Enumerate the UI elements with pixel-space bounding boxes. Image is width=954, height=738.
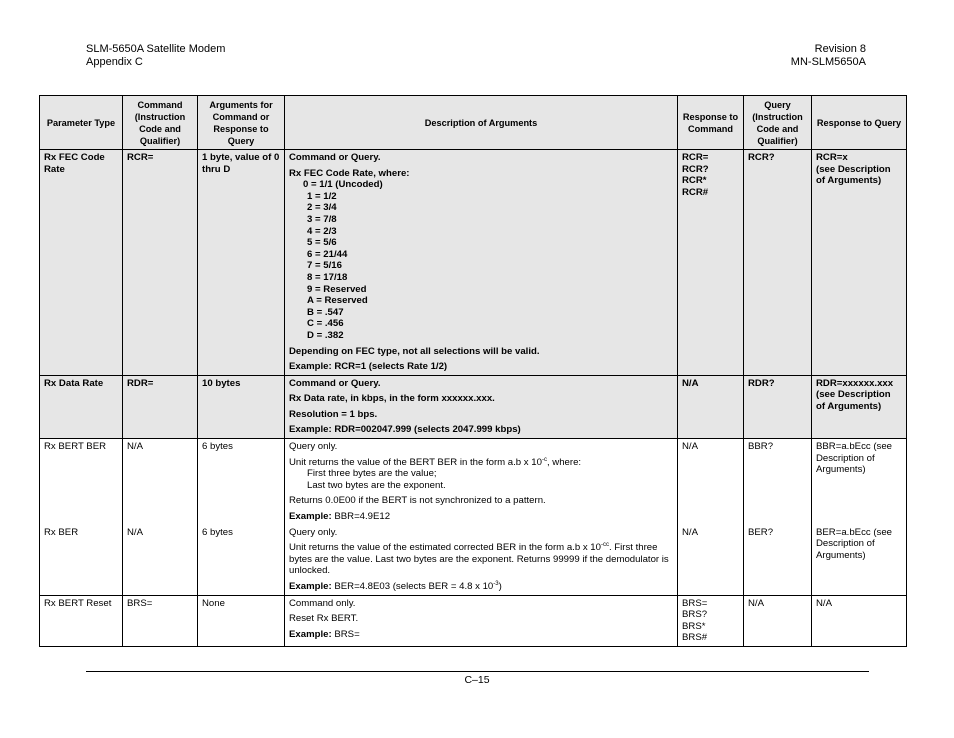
response-item: RCR= xyxy=(682,152,709,163)
query-cell: RCR? xyxy=(744,150,812,376)
desc-line: Reset Rx BERT. xyxy=(289,613,359,625)
option-item: B = .547 xyxy=(307,306,344,318)
response-query-cell: BER=a.bEcc (see Description of Arguments) xyxy=(812,525,907,595)
desc-line: Returns 0.0E00 if the BERT is not synchronized to a pattern. xyxy=(289,495,546,507)
response-query-line: RCR=x xyxy=(816,152,848,163)
desc-line: Command or Query. xyxy=(289,377,381,389)
command-cell: RCR= xyxy=(123,150,198,376)
option-item: 1 = 1/2 xyxy=(307,190,337,202)
desc-line: Command or Query. xyxy=(289,152,381,163)
desc-line: Query only. xyxy=(289,441,338,453)
command-cell: N/A xyxy=(123,525,198,595)
example-value: BER=4.8E03 (selects BER = 4.8 x 10 xyxy=(331,581,494,592)
product-name: SLM-5650A Satellite Modem xyxy=(86,43,226,55)
response-query-cell xyxy=(812,150,907,376)
desc-text: , where: xyxy=(546,456,582,468)
description-cell xyxy=(285,595,678,646)
table-header-row xyxy=(40,96,907,150)
table-row-brs xyxy=(40,595,907,646)
desc-line: Example: RCR=1 (selects Rate 1/2) xyxy=(289,361,448,373)
param-cell: Rx BERT BER xyxy=(40,439,123,525)
page-header-right xyxy=(791,43,866,69)
command-cell: RDR= xyxy=(123,375,198,438)
example-value: ) xyxy=(498,581,502,592)
footer-divider xyxy=(86,671,869,672)
command-table xyxy=(39,95,907,647)
response-item: RCR* xyxy=(682,175,707,187)
example-line xyxy=(289,511,673,523)
table-row-rcr xyxy=(40,150,907,376)
response-command-cell: N/A xyxy=(678,525,744,595)
desc-line: Rx FEC Code Rate, where: xyxy=(289,167,410,179)
col-header-parameter: Parameter Type xyxy=(40,96,123,150)
args-cell: None xyxy=(198,595,285,646)
exponent-superscript: -c xyxy=(541,456,547,463)
desc-line: First three bytes are the value; xyxy=(307,468,437,480)
col-header-description: Description of Arguments xyxy=(285,96,678,150)
page-header-left xyxy=(86,43,225,69)
response-item: BRS# xyxy=(682,632,708,644)
document-number: MN-SLM5650A xyxy=(790,56,866,68)
example-line xyxy=(289,581,673,593)
col-header-query: Query (Instruction Code and Qualifier) xyxy=(744,96,812,150)
option-item: 2 = 3/4 xyxy=(307,202,337,214)
description-cell xyxy=(285,150,678,376)
page-number: C–15 xyxy=(464,674,490,686)
response-item: BRS= xyxy=(682,597,708,609)
table-row-ber xyxy=(40,525,907,595)
col-header-response-query: Response to Query xyxy=(812,96,907,150)
response-item: RCR# xyxy=(682,186,709,198)
desc-line: Query only. xyxy=(289,526,338,538)
example-value: BBR=4.9E12 xyxy=(331,511,391,523)
response-query-cell xyxy=(812,375,907,438)
example-value: BRS= xyxy=(331,628,360,640)
desc-line xyxy=(289,457,673,469)
command-cell: N/A xyxy=(123,439,198,525)
response-item: BRS? xyxy=(682,609,708,621)
args-cell: 1 byte, value of 0 thru D xyxy=(198,150,285,376)
response-command-cell: N/A xyxy=(678,439,744,525)
desc-line: Last two bytes are the exponent. xyxy=(307,479,446,491)
args-cell: 6 bytes xyxy=(198,439,285,525)
param-cell: Rx Data Rate xyxy=(40,375,123,438)
desc-line: Command only. xyxy=(289,597,356,609)
option-item: D = .382 xyxy=(307,329,344,341)
response-query-line: (see Description of Arguments) xyxy=(816,389,891,412)
col-header-arguments: Arguments for Command or Response to Query xyxy=(198,96,285,150)
desc-line: Depending on FEC type, not all selections will be valid. xyxy=(289,345,540,357)
args-cell: 10 bytes xyxy=(198,375,285,438)
option-item: A = Reserved xyxy=(307,295,368,307)
appendix-label: Appendix C xyxy=(86,56,143,68)
query-cell: BER? xyxy=(744,525,812,595)
response-query-cell: BBR=a.bEcc (see Description of Arguments) xyxy=(812,439,907,525)
args-cell: 6 bytes xyxy=(198,525,285,595)
option-item: 0 = 1/1 (Uncoded) xyxy=(303,179,383,191)
revision-label: Revision 8 xyxy=(814,43,866,55)
table-row-bbr xyxy=(40,439,907,525)
option-item: C = .456 xyxy=(307,318,344,330)
param-cell: Rx FEC Code Rate xyxy=(40,150,123,376)
response-command-cell xyxy=(678,595,744,646)
description-cell xyxy=(285,525,678,595)
response-item: BRS* xyxy=(682,620,706,632)
query-cell: N/A xyxy=(744,595,812,646)
desc-text: Unit returns the value of the estimated corrected BER in the form a.b x 10 xyxy=(289,542,601,554)
option-item: 8 = 17/18 xyxy=(307,271,348,283)
description-cell xyxy=(285,375,678,438)
response-query-line: RDR=xxxxxx.xxx xyxy=(816,377,894,389)
option-item: 4 = 2/3 xyxy=(307,225,337,237)
response-command-cell: N/A xyxy=(678,375,744,438)
desc-text: Unit returns the value of the BERT BER in the form a.b x 10 xyxy=(289,456,542,468)
option-item: 6 = 21/44 xyxy=(307,248,348,260)
option-list xyxy=(289,179,673,341)
response-item: RCR? xyxy=(682,163,709,175)
param-cell: Rx BERT Reset xyxy=(40,595,123,646)
table-row-rdr xyxy=(40,375,907,438)
option-item: 7 = 5/16 xyxy=(307,260,342,272)
example-label: Example: xyxy=(289,511,332,523)
example-line xyxy=(289,629,673,641)
col-header-command: Command (Instruction Code and Qualifier) xyxy=(123,96,198,150)
exponent-superscript: -cc xyxy=(600,542,609,549)
query-cell: RDR? xyxy=(744,375,812,438)
desc-line: Resolution = 1 bps. xyxy=(289,408,378,420)
description-cell xyxy=(285,439,678,525)
query-cell: BBR? xyxy=(744,439,812,525)
desc-line: Example: RDR=002047.999 (selects 2047.999 kbps) xyxy=(289,424,521,436)
desc-text: . First three bytes are the value. Last two bytes are the exponent. Returns 99999 if the demodulator is unlocked. xyxy=(289,542,669,577)
response-query-cell: N/A xyxy=(812,595,907,646)
desc-line xyxy=(289,542,673,577)
example-label: Example: xyxy=(289,628,332,640)
response-query-line: (see Description of Arguments) xyxy=(816,163,891,187)
param-cell: Rx BER xyxy=(40,525,123,595)
option-item: 3 = 7/8 xyxy=(307,213,337,225)
response-command-cell xyxy=(678,150,744,376)
example-label: Example: xyxy=(289,581,332,592)
col-header-response-command: Response to Command xyxy=(678,96,744,150)
command-cell: BRS= xyxy=(123,595,198,646)
exponent-superscript: -3 xyxy=(493,580,499,587)
option-item: 5 = 5/6 xyxy=(307,237,337,249)
option-item: 9 = Reserved xyxy=(307,283,367,295)
desc-line: Rx Data rate, in kbps, in the form xxxxxx.xxx. xyxy=(289,393,495,405)
